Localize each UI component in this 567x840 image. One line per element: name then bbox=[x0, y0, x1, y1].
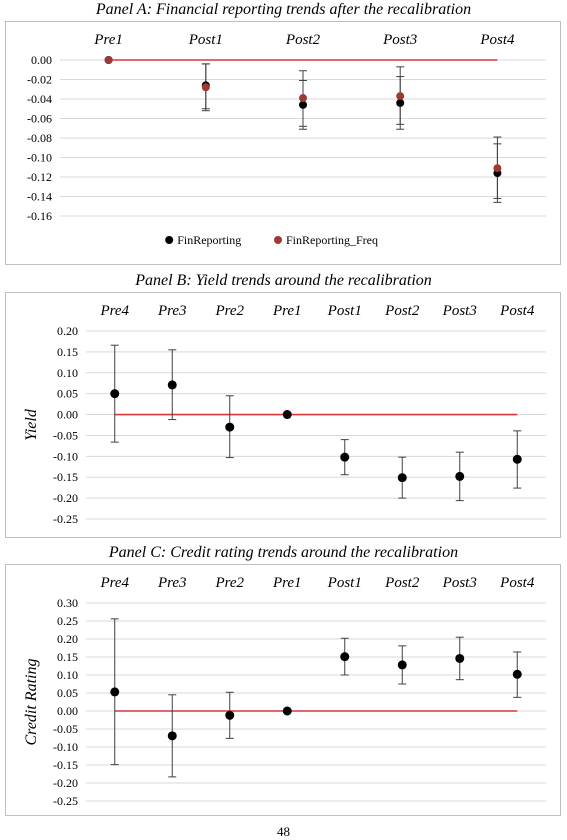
y-tick-label: -0.15 bbox=[53, 758, 78, 772]
panel-c-chart-frame bbox=[5, 564, 561, 816]
y-tick-label: 0.10 bbox=[57, 365, 78, 380]
y-tick-label: -0.20 bbox=[53, 776, 78, 790]
category-label: Post3 bbox=[383, 32, 418, 48]
data-point bbox=[396, 99, 404, 107]
data-point bbox=[398, 660, 407, 669]
category-label: Post4 bbox=[500, 575, 535, 591]
y-tick-label: -0.12 bbox=[27, 170, 52, 184]
category-label: Post3 bbox=[442, 575, 477, 591]
category-label: Post2 bbox=[385, 575, 420, 591]
data-point bbox=[168, 380, 177, 389]
data-point bbox=[513, 670, 522, 679]
panel-a-title: Panel A: Financial reporting trends after the recalibration bbox=[95, 1, 472, 18]
y-tick-label: -0.05 bbox=[53, 428, 78, 443]
y-tick-label: 0.25 bbox=[57, 614, 78, 628]
y-tick-label: -0.16 bbox=[27, 209, 52, 223]
category-label: Pre2 bbox=[215, 303, 245, 319]
data-point bbox=[398, 473, 407, 482]
panel-c-title: Panel C: Credit rating trends around the recalibration bbox=[108, 544, 459, 561]
data-point bbox=[299, 94, 307, 102]
category-label: Pre2 bbox=[215, 575, 245, 591]
data-point bbox=[225, 711, 234, 720]
category-label: Pre1 bbox=[272, 575, 302, 591]
y-tick-label: 0.00 bbox=[31, 53, 52, 67]
category-label: Post4 bbox=[500, 303, 535, 319]
data-point bbox=[493, 164, 501, 172]
y-tick-label: 0.00 bbox=[57, 407, 78, 422]
data-point bbox=[396, 92, 404, 100]
data-point bbox=[283, 707, 292, 716]
panel-b-title: Panel B: Yield trends around the recalibration bbox=[135, 272, 432, 289]
category-label: Pre4 bbox=[100, 575, 130, 591]
category-label: Pre1 bbox=[94, 32, 123, 48]
y-tick-label: -0.14 bbox=[27, 189, 52, 204]
data-point bbox=[105, 56, 113, 64]
data-point bbox=[110, 687, 119, 696]
y-tick-label: 0.10 bbox=[57, 668, 78, 682]
y-tick-label: 0.00 bbox=[57, 704, 78, 718]
category-label: Post1 bbox=[327, 303, 362, 319]
y-tick-label: 0.05 bbox=[57, 386, 78, 401]
data-point bbox=[202, 83, 210, 91]
y-tick-label: -0.08 bbox=[27, 131, 52, 145]
data-point bbox=[110, 389, 119, 398]
y-tick-label: -0.10 bbox=[27, 150, 52, 165]
y-tick-label: -0.02 bbox=[27, 72, 52, 87]
y-tick-label: -0.15 bbox=[53, 470, 78, 485]
data-point bbox=[340, 453, 349, 462]
panel-a-chart bbox=[6, 22, 560, 264]
panel-b-chart-frame bbox=[5, 292, 561, 538]
legend-marker bbox=[274, 236, 282, 244]
y-tick-label: -0.25 bbox=[53, 512, 78, 526]
legend-label: FinReporting_Freq bbox=[286, 233, 378, 247]
y-tick-label: -0.04 bbox=[27, 92, 52, 106]
category-label: Pre1 bbox=[272, 303, 302, 319]
data-point bbox=[340, 652, 349, 661]
y-tick-label: -0.06 bbox=[27, 111, 52, 126]
data-point bbox=[455, 472, 464, 481]
category-label: Post1 bbox=[327, 575, 362, 591]
panel-c-chart bbox=[6, 565, 560, 815]
data-point bbox=[283, 410, 292, 419]
category-label: Pre3 bbox=[157, 303, 187, 319]
legend-label: FinReporting bbox=[177, 233, 242, 247]
panel-a-chart-frame bbox=[5, 21, 561, 265]
y-tick-label: -0.05 bbox=[53, 722, 78, 736]
category-label: Post1 bbox=[188, 32, 223, 48]
y-tick-label: -0.25 bbox=[53, 794, 78, 808]
category-label: Pre4 bbox=[100, 303, 130, 319]
panel-b-chart bbox=[6, 293, 560, 537]
y-tick-label: 0.20 bbox=[57, 632, 78, 646]
y-tick-label: 0.20 bbox=[57, 324, 78, 338]
legend-marker bbox=[165, 236, 173, 244]
y-tick-label: -0.10 bbox=[53, 740, 78, 754]
data-point bbox=[225, 423, 234, 432]
category-label: Post2 bbox=[385, 303, 420, 319]
category-label: Post4 bbox=[480, 32, 515, 48]
y-tick-label: 0.15 bbox=[57, 650, 78, 664]
data-point bbox=[455, 654, 464, 663]
y-tick-label: -0.20 bbox=[53, 491, 78, 506]
y-axis-label: Yield bbox=[23, 409, 40, 441]
category-label: Post2 bbox=[285, 32, 321, 48]
category-label: Pre3 bbox=[157, 575, 187, 591]
y-tick-label: 0.30 bbox=[57, 596, 78, 610]
page-number: 48 bbox=[277, 824, 290, 839]
data-point bbox=[299, 101, 307, 109]
data-point bbox=[168, 731, 177, 740]
y-tick-label: 0.15 bbox=[57, 344, 78, 359]
y-tick-label: -0.10 bbox=[53, 449, 78, 464]
y-tick-label: 0.05 bbox=[57, 686, 78, 700]
y-axis-label: Credit Rating bbox=[23, 658, 40, 746]
data-point bbox=[513, 455, 522, 464]
category-label: Post3 bbox=[442, 303, 477, 319]
